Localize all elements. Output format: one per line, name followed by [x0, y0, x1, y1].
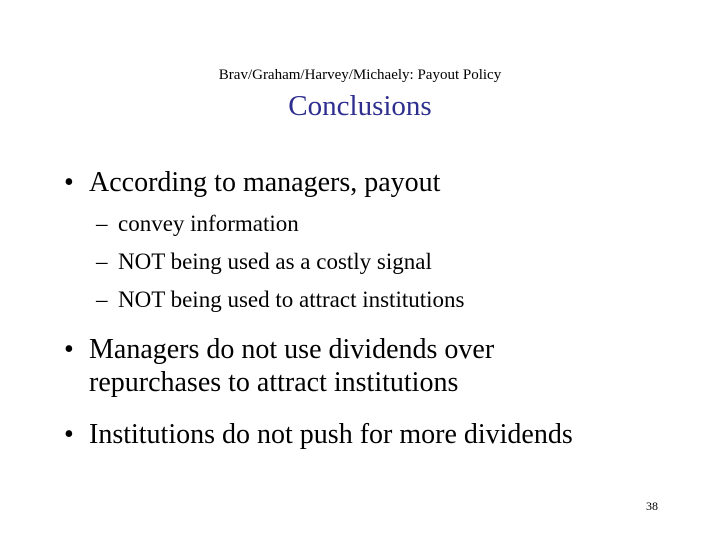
sub-bullet-marker: – [96, 249, 108, 274]
bullet-text-line: Managers do not use dividends over [89, 334, 495, 365]
bullet-marker: • [64, 419, 74, 450]
bullet-marker: • [64, 334, 74, 365]
slide-title: Conclusions [288, 90, 432, 122]
sub-bullet-text: NOT being used as a costly signal [118, 249, 432, 274]
sub-bullet-text: NOT being used to attract institutions [118, 287, 465, 312]
bullet-marker: • [64, 167, 74, 198]
bullet-text: Institutions do not push for more dividends [89, 419, 573, 450]
bullet-text-line: repurchases to attract institutions [89, 367, 459, 398]
bullet-text: According to managers, payout [89, 167, 441, 198]
page-number: 38 [646, 499, 658, 513]
slide-header: Brav/Graham/Harvey/Michaely: Payout Policy [218, 67, 502, 83]
sub-bullet-marker: – [96, 287, 108, 312]
sub-bullet-text: convey information [118, 211, 299, 236]
sub-bullet-marker: – [96, 211, 108, 236]
